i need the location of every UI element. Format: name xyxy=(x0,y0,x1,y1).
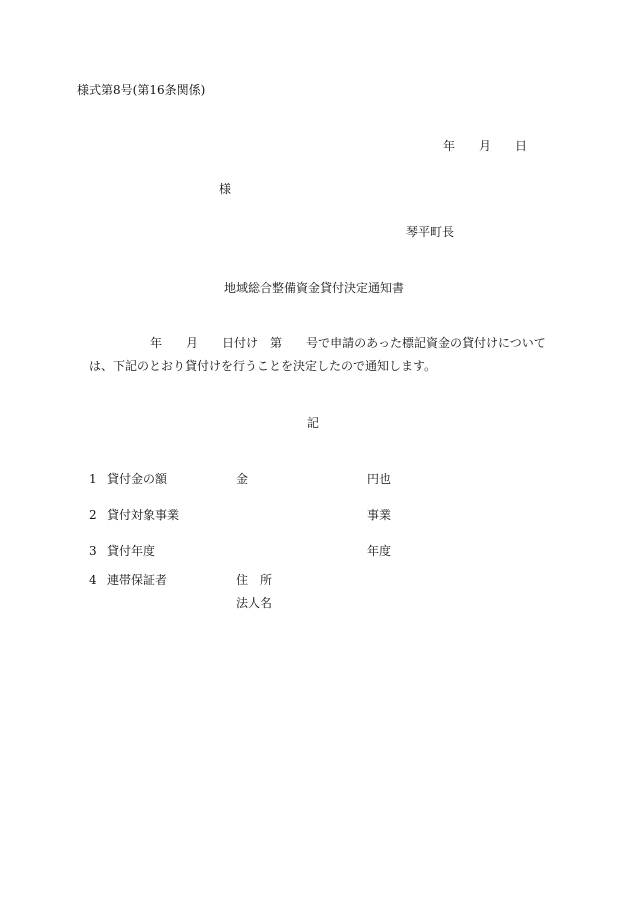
body-dated-label: 日付け xyxy=(222,336,259,350)
item-1-number: 1 xyxy=(89,472,97,486)
document-title: 地域総合整備資金貸付決定通知書 xyxy=(224,281,405,295)
body-line-2: は、下記のとおり貸付けを行うことを決定したので通知します。 xyxy=(89,359,437,373)
addressee-honorific: 様 xyxy=(219,182,232,196)
form-number: 様式第8号(第16条関係) xyxy=(77,83,206,97)
item-3-right: 年度 xyxy=(367,544,392,558)
item-2-number: 2 xyxy=(89,508,97,522)
body-line-1-rest: 号で申請のあった標記資金の貸付けについて xyxy=(306,336,546,350)
item-2-right: 事業 xyxy=(367,508,392,522)
date-day-label: 日 xyxy=(515,139,528,153)
item-3-label: 貸付年度 xyxy=(107,544,156,558)
item-4-corporate-name-label: 法人名 xyxy=(236,596,273,610)
item-1-right: 円也 xyxy=(367,472,392,486)
item-4-number: 4 xyxy=(89,573,97,587)
issuer-name: 琴平町長 xyxy=(406,225,455,239)
body-number-prefix: 第 xyxy=(270,336,283,350)
date-line xyxy=(443,140,527,152)
body-line-1 xyxy=(150,337,546,349)
item-3-number: 3 xyxy=(89,544,97,558)
item-2-label: 貸付対象事業 xyxy=(107,508,180,522)
date-month-label: 月 xyxy=(479,139,492,153)
ki-heading: 記 xyxy=(307,416,320,430)
body-year-label: 年 xyxy=(150,336,163,350)
item-4-address-label: 住 所 xyxy=(236,573,273,587)
item-1-middle: 金 xyxy=(236,472,249,486)
item-4-label: 連帯保証者 xyxy=(107,573,168,587)
date-year-label: 年 xyxy=(443,139,456,153)
body-month-label: 月 xyxy=(186,336,199,350)
item-1-label: 貸付金の額 xyxy=(107,472,168,486)
